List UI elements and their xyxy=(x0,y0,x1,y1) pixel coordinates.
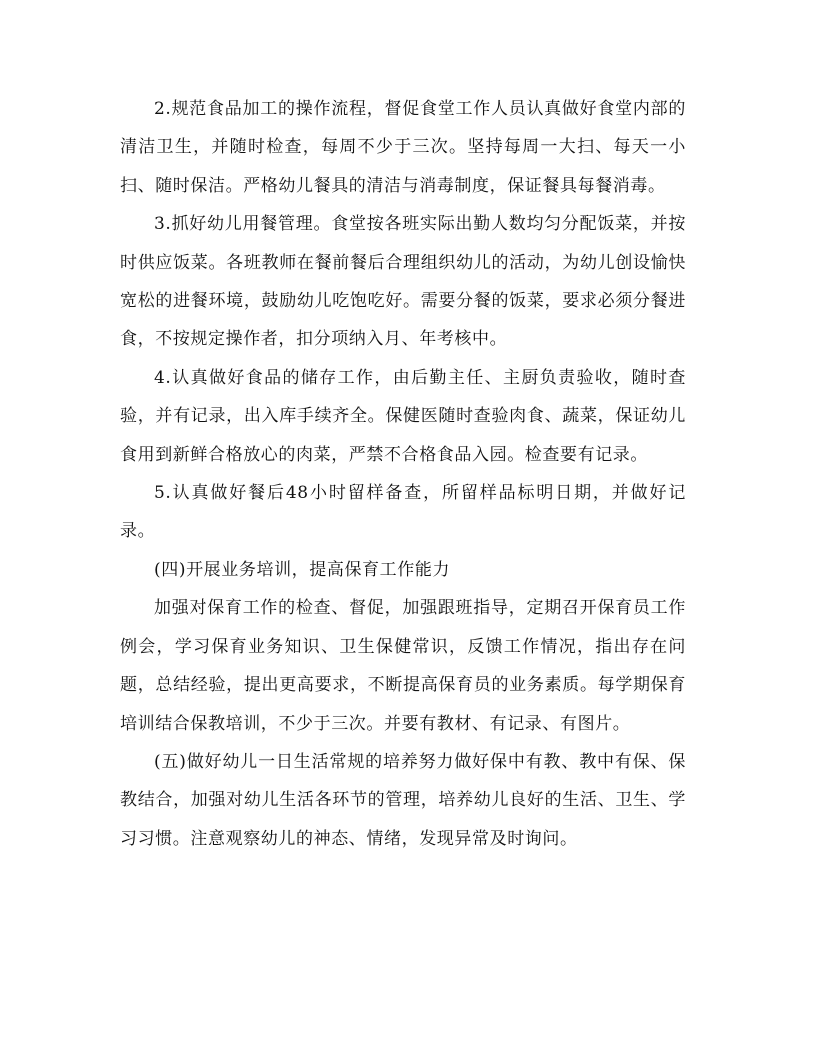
paragraph-food-storage: 4.认真做好食品的储存工作，由后勤主任、主厨负责验收，随时查验，并有记录，出入库手续齐全。保健医随时查验肉食、蔬菜，保证幼儿食用到新鲜合格放心的肉菜，严禁不合格食品入园。检查要有记录。 xyxy=(120,367,686,465)
paragraph-food-processing: 2.规范食品加工的操作流程，督促食堂工作人员认真做好食堂内部的清洁卫生，并随时检查，每周不少于三次。坚持每周一大扫、每天一小扫、随时保洁。严格幼儿餐具的清洁与消毒制度，保证餐具每餐消毒。 xyxy=(120,99,686,196)
paragraph-meal-management: 3.抓好幼儿用餐管理。食堂按各班实际出勤人数均匀分配饭菜，并按时供应饭菜。各班教师在餐前餐后合理组织幼儿的活动，为幼儿创设愉快宽松的进餐环境，鼓励幼儿吃饱吃好。需要分餐的饭菜，要求必须分餐进食，不按规定操作者，扣分项纳入月、年考核中。 xyxy=(120,214,686,350)
section-heading-training: (四)开展业务培训，提高保育工作能力 xyxy=(154,559,451,580)
paragraph-daily-routine: (五)做好幼儿一日生活常规的培养努力做好保中有教、教中有保、保教结合，加强对幼儿生活各环节的管理，培养幼儿良好的生活、卫生、学习习惯。注意观察幼儿的神态、情绪，发现异常及时询问。 xyxy=(120,751,686,849)
document-body xyxy=(120,90,686,858)
paragraph-training: 加强对保育工作的检查、督促，加强跟班指导，定期召开保育员工作例会，学习保育业务知识、卫生保健常识，反馈工作情况，指出存在问题，总结经验，提出更高要求，不断提高保育员的业务素质。每学期保育培训结合保教培训，不少于三次。并要有教材、有记录、有图片。 xyxy=(120,598,686,734)
paragraph-sample-retention: 5.认真做好餐后48小时留样备查，所留样品标明日期，并做好记录。 xyxy=(120,483,686,542)
